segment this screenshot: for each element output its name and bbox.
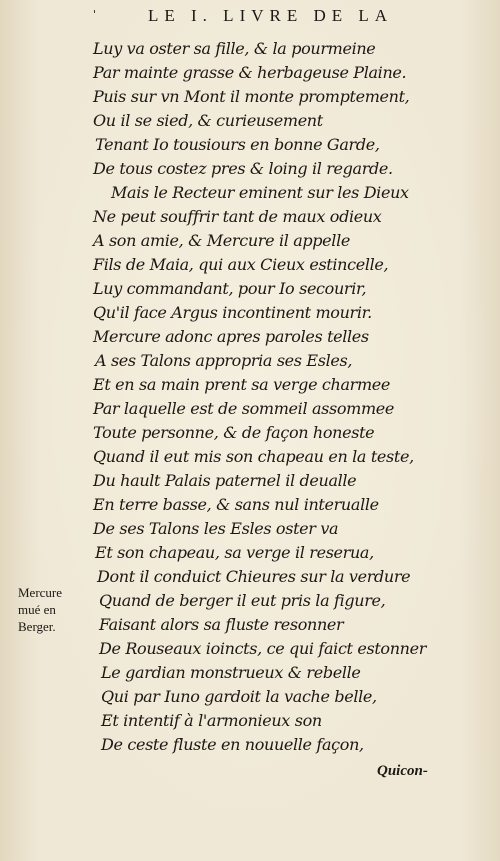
folio-mark: '	[93, 8, 97, 21]
catchword: Quicon-	[377, 763, 428, 779]
verse-line: Fils de Maia, qui aux Cieux estincelle,	[93, 255, 389, 274]
verse-line: Le gardian monstrueux & rebelle	[101, 663, 361, 682]
verse-line: Et en sa main prent sa verge charmee	[93, 375, 391, 394]
verse-line: Quand de berger il eut pris la figure,	[99, 591, 386, 610]
verse-line: Luy commandant, pour Io secourir,	[93, 279, 367, 298]
margin-note-line: mué en	[18, 602, 56, 617]
verse-line: De ceste fluste en nouuelle façon,	[101, 735, 364, 754]
verse-line: Dont il conduict Chieures sur la verdure	[97, 567, 411, 586]
verse-line: Ou il se sied, & curieusement	[93, 111, 323, 130]
verse-line: Toute personne, & de façon honeste	[93, 423, 375, 442]
margin-note	[18, 584, 88, 635]
verse-line: De ses Talons les Esles oster va	[93, 519, 339, 538]
verse-line: A son amie, & Mercure il appelle	[93, 231, 350, 250]
verse-line: Qu'il face Argus incontinent mourir.	[93, 303, 372, 322]
verse-line: Tenant Io tousiours en bonne Garde,	[95, 135, 380, 154]
verse-line: Ne peut souffrir tant de maux odieux	[93, 207, 382, 226]
verse-line: Quand il eut mis son chapeau en la teste,	[93, 447, 414, 466]
verse-line: Par laquelle est de sommeil assommee	[93, 399, 395, 418]
verse-line: Luy va oster sa fille, & la pourmeine	[93, 39, 376, 58]
verse-line: Et son chapeau, sa verge il reserua,	[95, 543, 374, 562]
running-head-title: LE I. LIVRE DE LA	[148, 6, 394, 25]
margin-note-line: Mercure	[18, 585, 63, 600]
verse-line: A ses Talons appropria ses Esles,	[95, 351, 353, 370]
verse-line: De tous costez pres & loing il regarde.	[93, 159, 393, 178]
verse-line: En terre basse, & sans nul interualle	[93, 495, 379, 514]
running-head	[0, 6, 500, 28]
verse-line: Par mainte grasse & herbageuse Plaine.	[93, 63, 407, 82]
verse-line: Du hault Palais paternel il deualle	[93, 471, 357, 490]
margin-note-line: Berger.	[18, 619, 56, 634]
verse-line: Puis sur vn Mont il monte promptement,	[93, 87, 410, 106]
verse-line: Et intentif à l'armonieux son	[101, 711, 322, 730]
verse-line: Faisant alors sa fluste resonner	[99, 615, 344, 634]
verse-line: Mais le Recteur eminent sur les Dieux	[111, 183, 409, 202]
verse-line: Mercure adonc apres paroles telles	[93, 327, 369, 346]
verse-line: Qui par Iuno gardoit la vache belle,	[101, 687, 377, 706]
verse-line: De Rouseaux ioincts, ce qui faict estonner	[99, 639, 427, 658]
